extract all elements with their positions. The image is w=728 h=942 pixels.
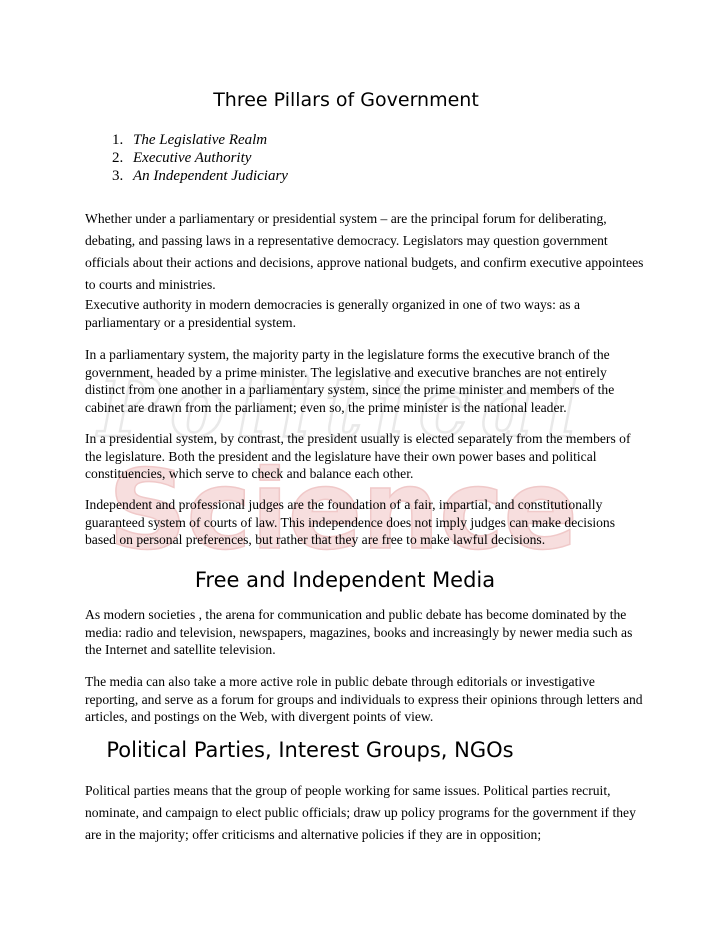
watermark-line-1: Political [98,360,578,456]
pillars-list [85,131,288,185]
list-item: 2. Executive Authority [127,149,288,167]
paragraph-legislative: Whether under a parliamentary or presidential system – are the principal forum for deliberating, debating, and passing laws in a representative democracy. Legislators may question government officials about their actions and decisions, approve national budgets, and confirm executive appointees to courts and ministries. [85,211,644,292]
paragraph-media-2: The media can also take a more active role in public debate through editorials or investigative reporting, and serve as a forum for groups and individuals to express their opinions through letters and articles, and postings on the Web, with divergent points of view. [85,674,643,724]
paragraph-executive: Executive authority in modern democracies is generally organized in one of two ways: as a parliamentary or a presidential system. [85,297,581,330]
heading-political-parties: Political Parties, Interest Groups, NGOs [106,738,514,762]
heading-free-media: Free and Independent Media [194,568,496,592]
paragraph-parties: Political parties means that the group of people working for same issues. Political parties recruit, nominate, and campaign to elect public officials; draw up policy programs for the government if they are in the majority; offer criticisms and alternative policies if they are in opposition; [85,783,636,842]
watermark-line-2: Science [108,446,578,568]
paragraph-presidential: In a presidential system, by contrast, the president usually is elected separately from the members of the legislature. Both the president and the legislature have their own power bases and political constituencies, which serve to check and balance each other. [85,431,631,481]
paragraph-parliamentary: In a parliamentary system, the majority party in the legislature forms the executive branch of the government, headed by a prime minister. The legislative and executive branches are not entirely distinct from one another in a parliamentary system, since the prime minister and members of the cabinet are drawn from the parliament; even so, the prime minister is the national leader. [85,347,615,415]
paragraph-judiciary: Independent and professional judges are the foundation of a fair, impartial, and constitutionally guaranteed system of courts of law. This independence does not imply judges can make decisions based on personal preferences, but rather that they are free to make lawful decisions. [85,497,616,547]
paragraph-media-1: As modern societies , the arena for communication and public debate has become dominated by the media: radio and television, newspapers, magazines, books and increasingly by newer media such as the Internet and satellite television. [85,607,633,657]
list-item: 1. The Legislative Realm [127,131,288,149]
heading-three-pillars: Three Pillars of Government [213,89,479,111]
list-item: 3. An Independent Judiciary [127,167,288,185]
